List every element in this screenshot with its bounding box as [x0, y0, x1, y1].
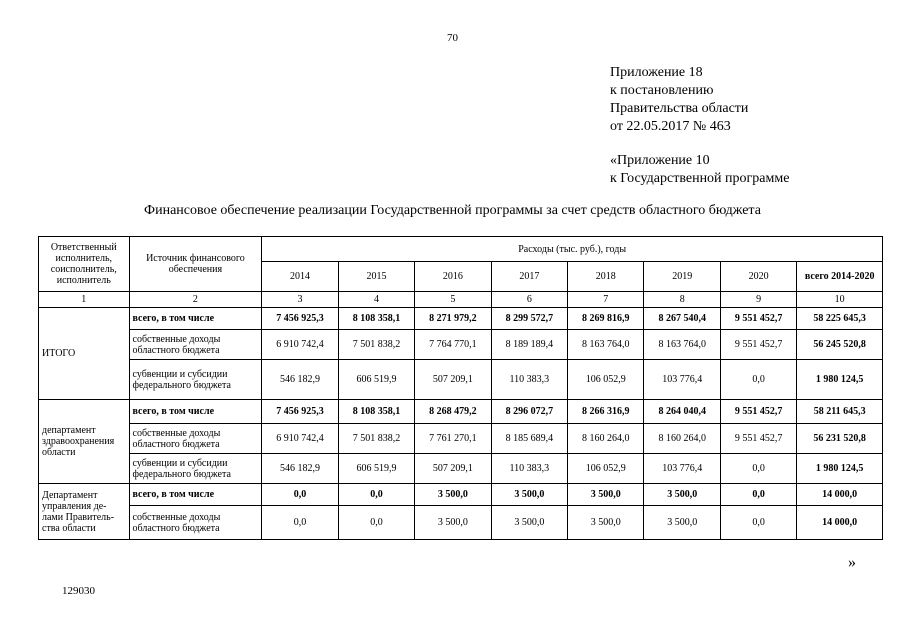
value-cell: 546 182,9 — [262, 360, 338, 400]
table-row — [39, 484, 883, 506]
value-cell: 8 264 040,4 — [644, 400, 720, 424]
value-cell: 7 456 925,3 — [262, 400, 338, 424]
source-cell: субвенции и субсидии федерального бюджета — [129, 360, 262, 400]
value-cell: 507 209,1 — [415, 454, 491, 484]
header-total: всего 2014-2020 — [797, 262, 883, 292]
executor-cell: ИТОГО — [39, 308, 130, 400]
table-title: Финансовое обеспечение реализации Государственной программы за счет средств областного бюджета — [144, 203, 761, 218]
appendix-line: Приложение 18 — [610, 65, 703, 80]
value-cell: 8 163 764,0 — [568, 330, 644, 360]
value-cell: 0,0 — [262, 484, 338, 506]
source-cell: всего, в том числе — [129, 308, 262, 330]
program-ref-line: к Государственной программе — [610, 171, 790, 186]
value-cell: 0,0 — [720, 506, 796, 540]
executor-cell: Департамент управления де-лами Правитель-ства области — [39, 484, 130, 540]
document-code: 129030 — [62, 585, 95, 597]
column-number: 9 — [720, 292, 796, 308]
value-cell: 103 776,4 — [644, 454, 720, 484]
page-number: 70 — [447, 32, 458, 44]
program-reference — [610, 152, 789, 188]
header-year: 2018 — [568, 262, 644, 292]
value-cell: 8 185 689,4 — [491, 424, 567, 454]
value-cell: 8 108 358,1 — [338, 400, 414, 424]
table-row — [39, 308, 883, 330]
column-number: 2 — [129, 292, 262, 308]
source-cell: всего, в том числе — [129, 484, 262, 506]
value-cell: 9 551 452,7 — [720, 424, 796, 454]
value-cell: 3 500,0 — [491, 506, 567, 540]
program-ref-line: «Приложение 10 — [610, 153, 710, 168]
value-cell: 546 182,9 — [262, 454, 338, 484]
table-row — [39, 454, 883, 484]
value-cell: 7 501 838,2 — [338, 330, 414, 360]
value-cell: 3 500,0 — [415, 506, 491, 540]
header-executor: Ответственный исполнитель, соисполнитель, исполнитель — [39, 237, 130, 292]
value-cell: 6 910 742,4 — [262, 424, 338, 454]
header-year: 2017 — [491, 262, 567, 292]
table-row — [39, 400, 883, 424]
source-cell: субвенции и субсидии федерального бюджета — [129, 454, 262, 484]
value-cell: 8 108 358,1 — [338, 308, 414, 330]
value-cell: 3 500,0 — [644, 484, 720, 506]
value-cell: 0,0 — [720, 360, 796, 400]
value-cell: 6 910 742,4 — [262, 330, 338, 360]
column-number: 7 — [568, 292, 644, 308]
financing-table-body — [39, 237, 883, 540]
source-cell: собственные доходы областного бюджета — [129, 330, 262, 360]
value-cell: 7 501 838,2 — [338, 424, 414, 454]
source-cell: собственные доходы областного бюджета — [129, 424, 262, 454]
source-cell: собственные доходы областного бюджета — [129, 506, 262, 540]
value-cell: 9 551 452,7 — [720, 400, 796, 424]
total-cell: 58 211 645,3 — [797, 400, 883, 424]
column-number: 3 — [262, 292, 338, 308]
financing-table — [38, 236, 883, 540]
column-number: 5 — [415, 292, 491, 308]
value-cell: 0,0 — [338, 506, 414, 540]
column-number: 8 — [644, 292, 720, 308]
value-cell: 8 268 479,2 — [415, 400, 491, 424]
column-number: 1 — [39, 292, 130, 308]
value-cell: 8 271 979,2 — [415, 308, 491, 330]
value-cell: 103 776,4 — [644, 360, 720, 400]
appendix-header — [610, 64, 748, 136]
value-cell: 8 269 816,9 — [568, 308, 644, 330]
value-cell: 8 160 264,0 — [568, 424, 644, 454]
total-cell: 56 245 520,8 — [797, 330, 883, 360]
value-cell: 3 500,0 — [568, 484, 644, 506]
value-cell: 3 500,0 — [491, 484, 567, 506]
total-cell: 58 225 645,3 — [797, 308, 883, 330]
appendix-line: от 22.05.2017 № 463 — [610, 119, 731, 134]
value-cell: 8 266 316,9 — [568, 400, 644, 424]
header-row — [39, 237, 883, 262]
value-cell: 8 299 572,7 — [491, 308, 567, 330]
value-cell: 7 456 925,3 — [262, 308, 338, 330]
column-number-row — [39, 292, 883, 308]
value-cell: 3 500,0 — [568, 506, 644, 540]
header-expenses: Расходы (тыс. руб.), годы — [262, 237, 883, 262]
value-cell: 3 500,0 — [644, 506, 720, 540]
total-cell: 1 980 124,5 — [797, 360, 883, 400]
value-cell: 7 761 270,1 — [415, 424, 491, 454]
table-row — [39, 330, 883, 360]
value-cell: 106 052,9 — [568, 454, 644, 484]
value-cell: 106 052,9 — [568, 360, 644, 400]
value-cell: 110 383,3 — [491, 454, 567, 484]
table-row — [39, 506, 883, 540]
value-cell: 0,0 — [720, 454, 796, 484]
value-cell: 606 519,9 — [338, 360, 414, 400]
value-cell: 9 551 452,7 — [720, 330, 796, 360]
column-number: 6 — [491, 292, 567, 308]
value-cell: 9 551 452,7 — [720, 308, 796, 330]
total-cell: 1 980 124,5 — [797, 454, 883, 484]
table-row — [39, 360, 883, 400]
total-cell: 14 000,0 — [797, 484, 883, 506]
table-row — [39, 424, 883, 454]
total-cell: 14 000,0 — [797, 506, 883, 540]
value-cell: 507 209,1 — [415, 360, 491, 400]
header-year: 2015 — [338, 262, 414, 292]
header-year: 2020 — [720, 262, 796, 292]
value-cell: 3 500,0 — [415, 484, 491, 506]
column-number: 4 — [338, 292, 414, 308]
value-cell: 110 383,3 — [491, 360, 567, 400]
value-cell: 0,0 — [338, 484, 414, 506]
header-year: 2019 — [644, 262, 720, 292]
value-cell: 8 296 072,7 — [491, 400, 567, 424]
value-cell: 8 163 764,0 — [644, 330, 720, 360]
value-cell: 7 764 770,1 — [415, 330, 491, 360]
header-year: 2014 — [262, 262, 338, 292]
closing-quote: » — [848, 554, 856, 571]
header-year: 2016 — [415, 262, 491, 292]
header-source: Источник финансового обеспечения — [129, 237, 262, 292]
column-number: 10 — [797, 292, 883, 308]
value-cell: 8 189 189,4 — [491, 330, 567, 360]
total-cell: 56 231 520,8 — [797, 424, 883, 454]
source-cell: всего, в том числе — [129, 400, 262, 424]
value-cell: 8 160 264,0 — [644, 424, 720, 454]
value-cell: 606 519,9 — [338, 454, 414, 484]
appendix-line: Правительства области — [610, 101, 749, 116]
value-cell: 8 267 540,4 — [644, 308, 720, 330]
value-cell: 0,0 — [720, 484, 796, 506]
appendix-line: к постановлению — [610, 83, 714, 98]
executor-cell: департамент здравоохранения области — [39, 400, 130, 484]
value-cell: 0,0 — [262, 506, 338, 540]
